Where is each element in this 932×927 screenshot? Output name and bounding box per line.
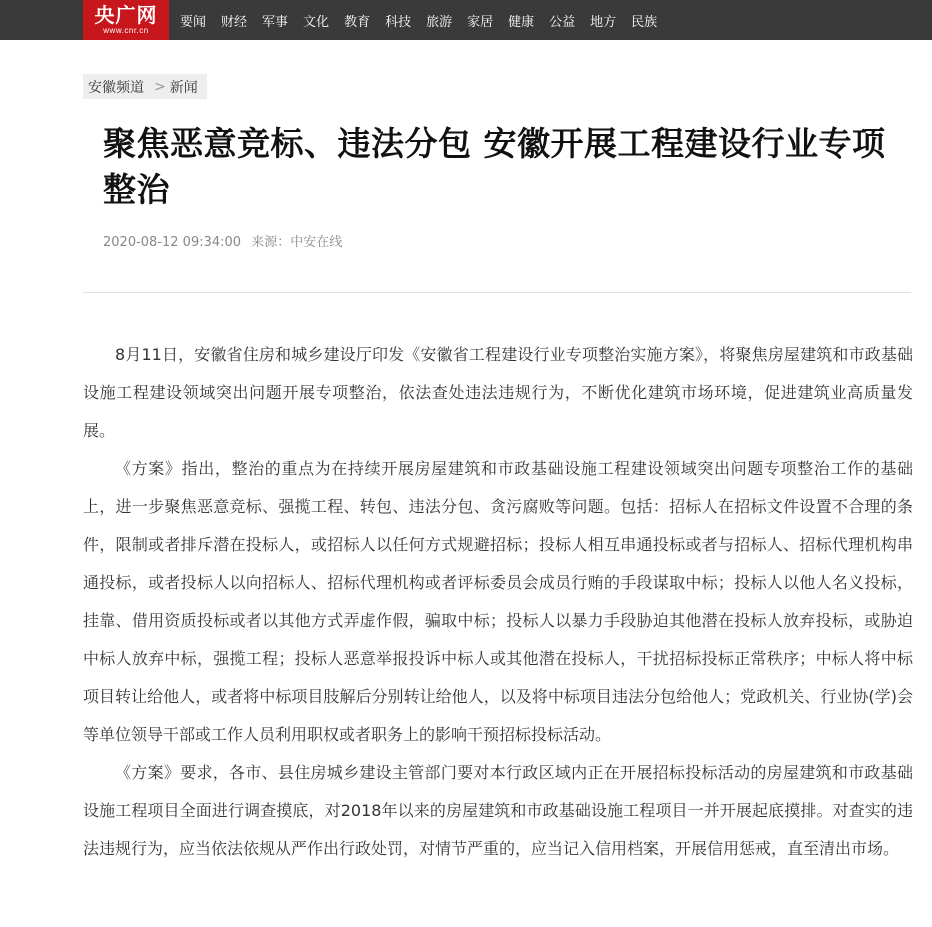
top-nav-bar bbox=[0, 0, 932, 40]
breadcrumb-channel-link[interactable]: 安徽频道 bbox=[88, 79, 144, 96]
nav-item-keji[interactable]: 科技 bbox=[385, 14, 412, 30]
nav-item-caijing[interactable]: 财经 bbox=[221, 14, 248, 30]
article-datetime: 2020-08-12 09:34:00 bbox=[103, 235, 242, 250]
logo-text: 央广网 bbox=[94, 3, 158, 27]
nav-item-gongyi[interactable]: 公益 bbox=[549, 14, 576, 30]
breadcrumb-separator: > bbox=[154, 78, 166, 95]
article-body bbox=[83, 336, 913, 868]
nav-item-jiankang[interactable]: 健康 bbox=[508, 14, 535, 30]
article-paragraph: 8月11日，安徽省住房和城乡建设厅印发《安徽省工程建设行业专项整治实施方案》，将聚焦房屋建筑和市政基础设施工程建设领域突出问题开展专项整治，依法查处违法违规行为，不断优化建筑市场环境，促进建筑业高质量发展。 bbox=[83, 345, 913, 440]
title-divider bbox=[83, 292, 911, 293]
site-logo[interactable] bbox=[83, 0, 169, 40]
logo-url: www.cnr.cn bbox=[103, 26, 149, 35]
article-source: 来源：中安在线 bbox=[251, 235, 343, 250]
nav-item-jiaoyu[interactable]: 教育 bbox=[344, 14, 371, 30]
article-title: 聚焦恶意竞标、违法分包 安徽开展工程建设行业专项整治 bbox=[103, 124, 886, 209]
nav-item-minzu[interactable]: 民族 bbox=[631, 14, 658, 30]
nav-item-wenhua[interactable]: 文化 bbox=[303, 14, 330, 30]
article-meta bbox=[103, 231, 348, 250]
breadcrumb-section-link[interactable]: 新闻 bbox=[169, 79, 198, 96]
article-paragraph: 《方案》指出，整治的重点为在持续开展房屋建筑和市政基础设施工程建设领域突出问题专项整治工作的基础上，进一步聚焦恶意竞标、强揽工程、转包、违法分包、贪污腐败等问题。包括：招标人在招标文件设置不合理的条件，限制或者排斥潜在投标人，或招标人以任何方式规避招标；投标人相互串通投标或者与招标人、招标代理机构串通投标，或者投标人以向招标人、招标代理机构或者评标委员会成员行贿的手段谋取中标；投标人以他人名义投标，挂靠、借用资质投标或者以其他方式弄虚作假，骗取中标；投标人以暴力手段胁迫其他潜在投标人放弃投标，或胁迫中标人放弃中标，强揽工程；投标人恶意举报投诉中标人或其他潜在投标人，干扰招标投标正常秩序；中标人将中标项目转让给他人，或者将中标项目肢解后分别转让给他人，以及将中标项目违法分包给他人；党政机关、行业协(学)会等单位领导干部或工作人员利用职权或者职务上的影响干预招标投标活动。 bbox=[83, 459, 913, 744]
breadcrumb bbox=[83, 74, 207, 99]
nav-item-yaowen[interactable]: 要闻 bbox=[180, 14, 207, 30]
nav-item-difang[interactable]: 地方 bbox=[590, 14, 617, 30]
nav-menu bbox=[180, 0, 672, 40]
article-paragraph: 《方案》要求，各市、县住房城乡建设主管部门要对本行政区域内正在开展招标投标活动的房屋建筑和市政基础设施工程项目全面进行调查摸底，对2018年以来的房屋建筑和市政基础设施工程项目一并开展起底摸排。对查实的违法违规行为，应当依法依规从严作出行政处罚，对情节严重的，应当记入信用档案，开展信用惩戒，直至清出市场。 bbox=[83, 763, 913, 858]
nav-item-junshi[interactable]: 军事 bbox=[262, 14, 289, 30]
nav-item-lvyou[interactable]: 旅游 bbox=[426, 14, 453, 30]
nav-item-jiaju[interactable]: 家居 bbox=[467, 14, 494, 30]
